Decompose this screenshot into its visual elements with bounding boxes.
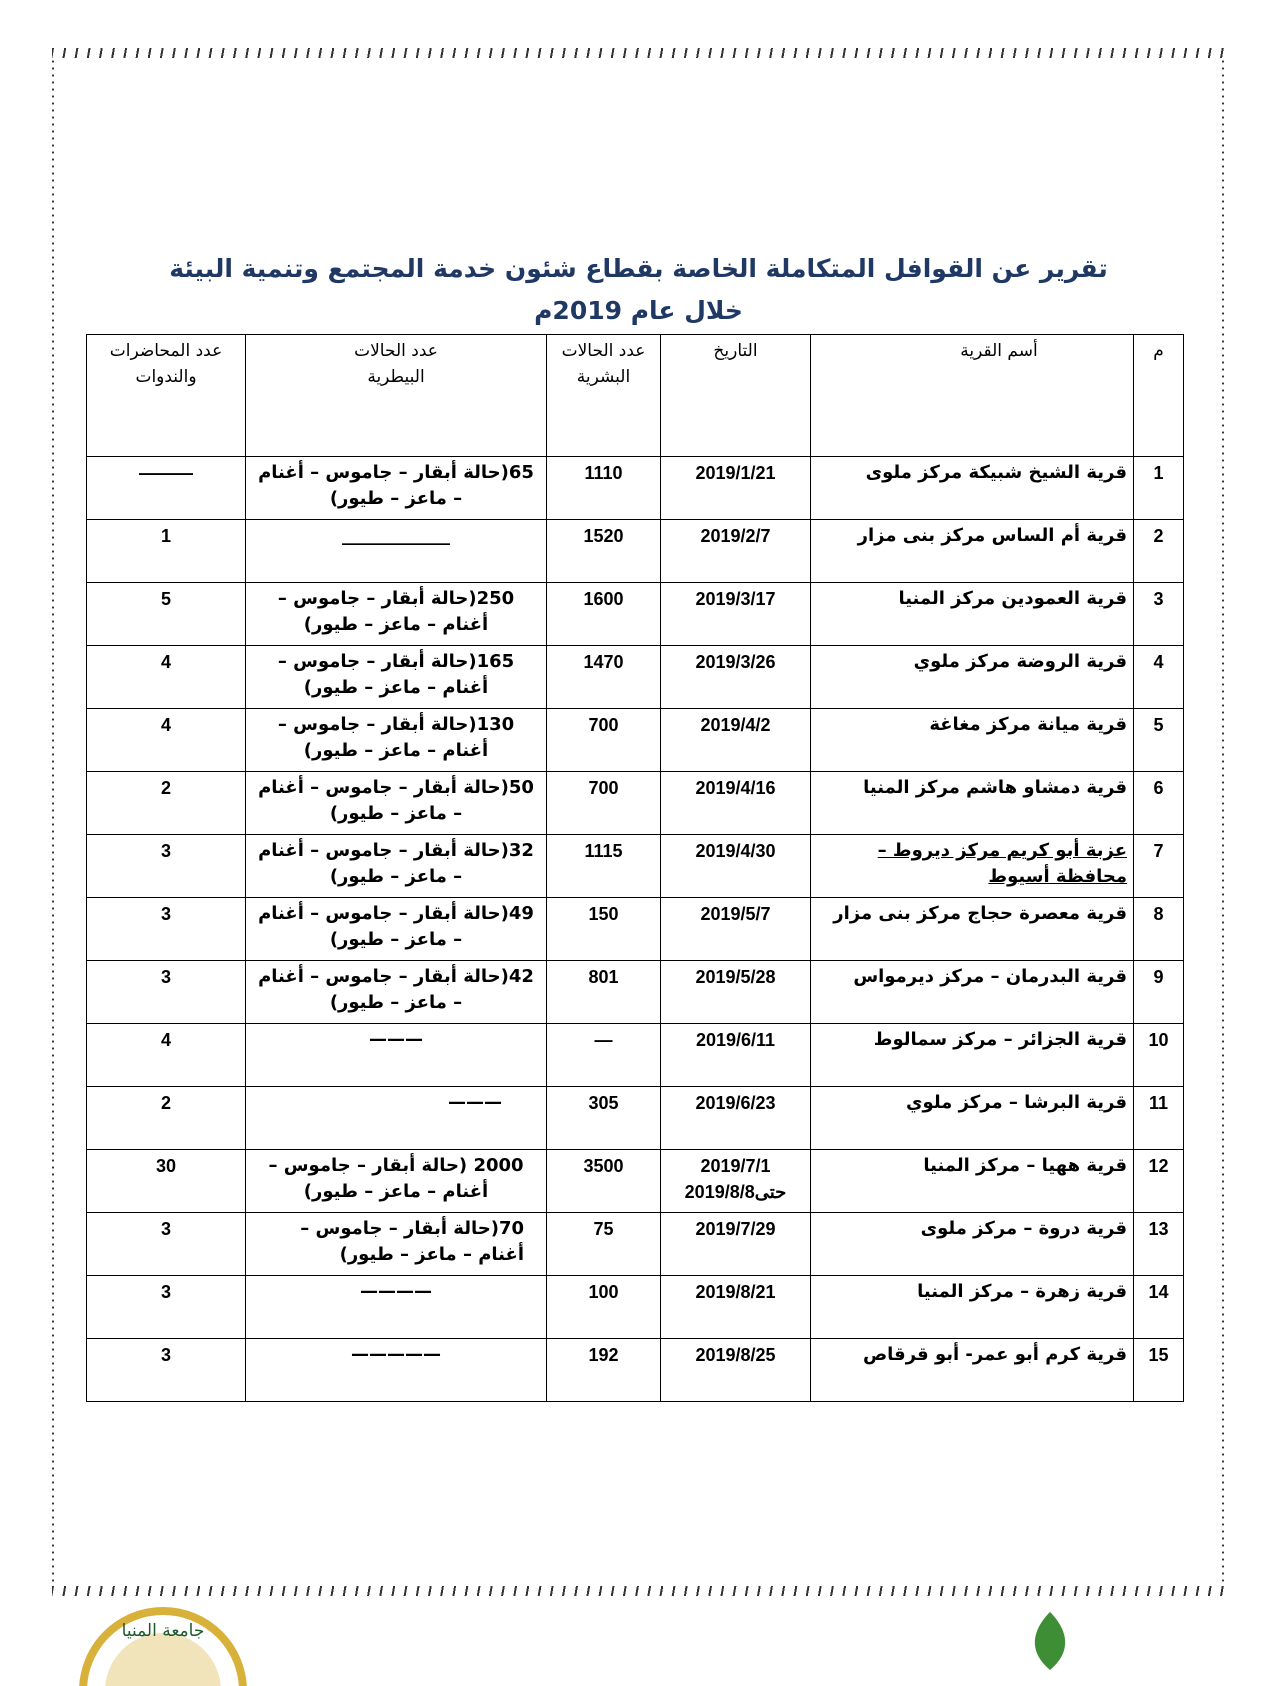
logo-text: جامعة المنيا (121, 1621, 205, 1641)
cell-num: 5 (1134, 709, 1184, 772)
cell-vet-cases: 165(حالة أبقار – جاموس – أغنام – ماعز – طيور) (246, 646, 547, 709)
report-title: تقرير عن القوافل المتكاملة الخاصة بقطاع شئون خدمة المجتمع وتنمية البيئة (169, 254, 1108, 283)
cell-date: 2019/8/25 (661, 1339, 811, 1402)
cell-human-cases: 1520 (547, 520, 661, 583)
cell-village-name: قرية دمشاو هاشم مركز المنيا (811, 772, 1134, 835)
cell-village-name: قرية أم الساس مركز بنى مزار (811, 520, 1134, 583)
cell-vet-cases: ——— (246, 1087, 547, 1150)
cell-lectures: 3 (87, 1213, 246, 1276)
header-num: م (1134, 335, 1184, 457)
cell-date: 2019/6/11 (661, 1024, 811, 1087)
table-header-row (87, 335, 1184, 457)
cell-vet-cases: ——— (246, 1024, 547, 1087)
cell-village-name: قرية العمودين مركز المنيا (811, 583, 1134, 646)
cell-vet-cases: 50(حالة أبقار – جاموس – أغنام – ماعز – طيور) (246, 772, 547, 835)
table-row (87, 709, 1184, 772)
cell-lectures: 4 (87, 1024, 246, 1087)
table-row (87, 1087, 1184, 1150)
cell-lectures: 3 (87, 1276, 246, 1339)
cell-lectures: 30 (87, 1150, 246, 1213)
cell-village-name: قرية زهرة – مركز المنيا (811, 1276, 1134, 1339)
cell-lectures: 3 (87, 898, 246, 961)
cell-vet-cases: 65(حالة أبقار – جاموس – أغنام – ماعز – طيور) (246, 457, 547, 520)
table-row (87, 835, 1184, 898)
cell-human-cases: 192 (547, 1339, 661, 1402)
cell-vet-cases: 250(حالة أبقار – جاموس – أغنام – ماعز – طيور) (246, 583, 547, 646)
cell-date: 2019/2/7 (661, 520, 811, 583)
cell-village-name: قرية البدرمان – مركز ديرمواس (811, 961, 1134, 1024)
cell-human-cases: 1600 (547, 583, 661, 646)
cell-lectures: 2 (87, 1087, 246, 1150)
header-vet-line2: البيطرية (367, 367, 425, 387)
cell-date: 2019/3/26 (661, 646, 811, 709)
cell-date: 2019/5/7 (661, 898, 811, 961)
header-lect-line1: عدد المحاضرات (109, 341, 223, 361)
cell-vet-cases: ———— (246, 1276, 547, 1339)
cell-vet-cases: 70(حالة أبقار – جاموس – أغنام – ماعز – طيور) (246, 1213, 547, 1276)
cell-vet-cases: ————— (246, 1339, 547, 1402)
cell-human-cases: 1110 (547, 457, 661, 520)
cell-date: 2019/8/21 (661, 1276, 811, 1339)
cell-lectures: 4 (87, 646, 246, 709)
cell-num: 1 (1134, 457, 1184, 520)
cell-num: 4 (1134, 646, 1184, 709)
table-row (87, 1150, 1184, 1213)
cell-lectures: 1 (87, 520, 246, 583)
cell-vet-cases: 2000 (حالة أبقار – جاموس – أغنام – ماعز – طيور) (246, 1150, 547, 1213)
cell-village-name: قرية دروة – مركز ملوى (811, 1213, 1134, 1276)
header-date: التاريخ (661, 335, 811, 457)
table-row (87, 583, 1184, 646)
cell-date: 2019/4/16 (661, 772, 811, 835)
cell-num: 13 (1134, 1213, 1184, 1276)
cell-human-cases: 801 (547, 961, 661, 1024)
cell-num: 9 (1134, 961, 1184, 1024)
cell-date: 2019/7/1 حتى2019/8/8 (661, 1150, 811, 1213)
cell-human-cases: 75 (547, 1213, 661, 1276)
cell-village-name: قرية معصرة حجاج مركز بنى مزار (811, 898, 1134, 961)
table-row (87, 1024, 1184, 1087)
cell-village-name: عزبة أبو كريم مركز ديروط – محافظة أسيوط (811, 835, 1134, 898)
cell-date: 2019/6/23 (661, 1087, 811, 1150)
cell-date: 2019/4/2 (661, 709, 811, 772)
cell-num: 2 (1134, 520, 1184, 583)
cell-lectures: 4 (87, 709, 246, 772)
cell-num: 11 (1134, 1087, 1184, 1150)
cell-vet-cases: 42(حالة أبقار – جاموس – أغنام – ماعز – طيور) (246, 961, 547, 1024)
cell-village-name: قرية ههيا – مركز المنيا (811, 1150, 1134, 1213)
cell-village-name: قرية الشيخ شبيكة مركز ملوى (811, 457, 1134, 520)
report-subtitle: خلال عام 2019م (534, 296, 743, 325)
report-table (86, 334, 1184, 1402)
cell-lectures: 3 (87, 835, 246, 898)
header-lect-line2: والندوات (135, 367, 197, 387)
border-right (1222, 58, 1224, 1586)
border-bottom (52, 1586, 1224, 1596)
cell-human-cases: 305 (547, 1087, 661, 1150)
cell-date: 2019/5/28 (661, 961, 811, 1024)
cell-human-cases: 100 (547, 1276, 661, 1339)
cell-lectures: 3 (87, 1339, 246, 1402)
leaf-logo (1020, 1610, 1080, 1670)
cell-human-cases: — (547, 1024, 661, 1087)
cell-date: 2019/3/17 (661, 583, 811, 646)
table-row (87, 772, 1184, 835)
cell-num: 14 (1134, 1276, 1184, 1339)
cell-num: 12 (1134, 1150, 1184, 1213)
cell-village-name: قرية ميانة مركز مغاغة (811, 709, 1134, 772)
table-row (87, 898, 1184, 961)
cell-lectures: ——— (87, 457, 246, 520)
header-human-cases (547, 335, 661, 457)
cell-vet-cases: 32(حالة أبقار – جاموس – أغنام – ماعز – طيور) (246, 835, 547, 898)
header-human-line1: عدد الحالات (561, 341, 646, 361)
cell-date: 2019/1/21 (661, 457, 811, 520)
table-row (87, 961, 1184, 1024)
cell-vet-cases: 130(حالة أبقار – جاموس – أغنام – ماعز – طيور) (246, 709, 547, 772)
cell-vet-cases: ____________ (246, 520, 547, 583)
cell-village-name: قرية كرم أبو عمر- أبو قرقاص (811, 1339, 1134, 1402)
cell-num: 7 (1134, 835, 1184, 898)
cell-lectures: 5 (87, 583, 246, 646)
university-logo (78, 1606, 248, 1686)
border-left (52, 58, 54, 1586)
cell-lectures: 2 (87, 772, 246, 835)
header-village-name: أسم القرية (811, 335, 1134, 457)
table-row (87, 1276, 1184, 1339)
cell-num: 15 (1134, 1339, 1184, 1402)
cell-human-cases: 3500 (547, 1150, 661, 1213)
border-top (52, 48, 1224, 58)
cell-date: 2019/7/29 (661, 1213, 811, 1276)
cell-date: 2019/4/30 (661, 835, 811, 898)
table-row (87, 1339, 1184, 1402)
header-human-line2: البشرية (576, 367, 631, 387)
cell-village-name: قرية البرشا – مركز ملوي (811, 1087, 1134, 1150)
cell-human-cases: 700 (547, 709, 661, 772)
cell-vet-cases: 49(حالة أبقار – جاموس – أغنام – ماعز – طيور) (246, 898, 547, 961)
cell-num: 3 (1134, 583, 1184, 646)
cell-num: 8 (1134, 898, 1184, 961)
cell-num: 10 (1134, 1024, 1184, 1087)
header-vet-line1: عدد الحالات (354, 341, 438, 361)
cell-human-cases: 700 (547, 772, 661, 835)
cell-num: 6 (1134, 772, 1184, 835)
table-row (87, 457, 1184, 520)
table-row (87, 520, 1184, 583)
cell-human-cases: 1115 (547, 835, 661, 898)
cell-lectures: 3 (87, 961, 246, 1024)
header-vet-cases (246, 335, 547, 457)
header-lectures (87, 335, 246, 457)
table-row (87, 646, 1184, 709)
cell-village-name: قرية الروضة مركز ملوي (811, 646, 1134, 709)
leaf-icon (1035, 1612, 1065, 1670)
cell-human-cases: 1470 (547, 646, 661, 709)
cell-village-name: قرية الجزائر – مركز سمالوط (811, 1024, 1134, 1087)
table-row (87, 1213, 1184, 1276)
cell-human-cases: 150 (547, 898, 661, 961)
